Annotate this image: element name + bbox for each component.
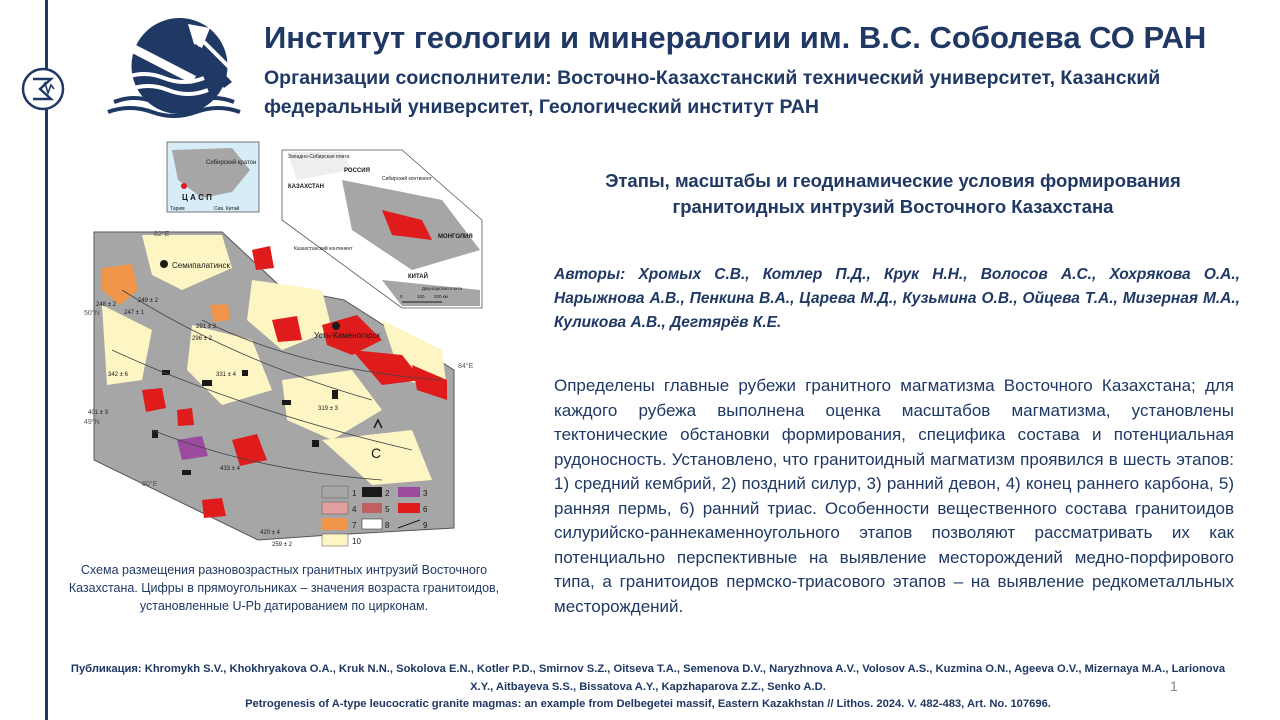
red-granite-intrusion [202,498,226,518]
inset-regional [282,150,482,308]
coord-label: 80°E [142,481,158,488]
svg-text:9: 9 [423,521,428,530]
age-label: 342 ± 6 [108,372,128,378]
age-label: 319 ± 3 [318,406,338,412]
svg-text:Ц А С П: Ц А С П [182,193,212,202]
svg-text:2: 2 [385,489,390,498]
map-caption: Схема размещения разновозрастных гранитных интрузий Восточного Казахстана. Цифры в прямоугольниках – значения возраста гранитоидов, установленные U-Pb датированием по цирконам. [68,563,500,613]
coord-label: 50°N [84,310,100,317]
age-label: 247 ± 1 [124,310,144,316]
authors-list: Авторы: Хромых С.В., Котлер П.Д., Крук Н.Н., Волосов А.С., Хохрякова О.А., Нарыжнова А.В., Пенкина В.А., Царева М.Д., Кузьмина О.В., Ойцева Т.А., Мизерная М.А., Куликова А.В., Дегтярёв К.Е. [554,266,1240,331]
svg-text:КИТАЙ: КИТАЙ [408,274,428,280]
age-label: 401 ± 3 [88,410,108,416]
age-label: 433 ± 4 [220,466,240,472]
age-label: 420 ± 4 [260,530,280,536]
svg-text:МОНГОЛИЯ: МОНГОЛИЯ [438,234,473,240]
age-label: 331 ± 4 [216,372,236,378]
svg-text:Тарим: Тарим [170,206,185,212]
geological-map [82,140,492,558]
age-label: 291 ± 3 [196,324,216,330]
red-granite-intrusion [142,388,166,412]
coord-label: 84°E [458,363,474,370]
small-sigma-logo [20,66,66,112]
svg-text:3: 3 [423,489,428,498]
coord-label: 82°E [154,231,170,238]
city-marker-semipalatinsk [160,260,168,268]
inset-caob [167,142,259,212]
svg-text:Сибирский кратон: Сибирский кратон [206,160,257,166]
publication-title: Petrogenesis of A-type leucocratic granite magmas: an example from Delbegetei massif, Eastern Kazakhstan // Lithos. 2024. V. 482-483, Art. No. 107696. [245,698,1051,710]
red-granite-intrusion [252,246,274,270]
topic-title: Этапы, масштабы и геодинамические условия формирования гранитоидных интрузий Восточного Казахстана [605,170,1181,217]
age-label: 248 ± 2 [96,302,116,308]
north-label: С [371,445,382,461]
age-label: 249 ± 2 [138,298,158,304]
svg-text:200 км: 200 км [434,294,448,299]
city-label-semipalatinsk: Семипалатинск [172,261,230,270]
age-label: 296 ± 2 [192,336,212,342]
city-marker-ust-kamenogorsk [332,322,340,330]
svg-text:Сибирский континент: Сибирский континент [382,176,432,182]
svg-text:7: 7 [352,521,357,530]
svg-text:Казахстанский континент: Казахстанский континент [294,246,353,252]
svg-text:0: 0 [400,294,403,299]
svg-text:РОССИЯ: РОССИЯ [344,168,370,174]
svg-text:4: 4 [352,505,357,514]
red-granite-intrusion [177,408,194,426]
coexecutors-text: Организации соисполнители: Восточно-Казахстанский технический университет, Казанский федеральный университет, Геологический институт РАН [264,67,1161,118]
svg-text:1: 1 [352,489,357,498]
coord-label: 49°N [84,419,100,426]
svg-text:10: 10 [352,537,361,546]
svg-text:Джунгарская плита: Джунгарская плита [422,286,462,291]
publication-authors: Публикация: Khromykh S.V., Khokhryakova O.A., Kruk N.N., Sokolova E.N., Kotler P.D., Smirnov S.Z., Oitseva T.A., Semenova D.V., Naryzhnova A.V., Volosov A.S., Kuzmina O.N., Ageeva O.V., Mizernaya M.A., Larionova X.Y., Aitbayeva S.S., Bissatova A.Y., Kapzhaparova Z.Z., Senko A.D. [70,663,1226,693]
svg-text:Западно-Сибирская плита: Западно-Сибирская плита [288,154,350,160]
city-label-ust-kamenogorsk: Усть-Каменогорск [314,331,381,340]
svg-text:КАЗАХСТАН: КАЗАХСТАН [288,184,324,190]
svg-text:5: 5 [385,505,390,514]
svg-text:100: 100 [417,294,425,299]
svg-text:Сев. Китай: Сев. Китай [214,206,240,212]
publication-reference [58,661,1238,714]
age-label: 259 ± 2 [272,542,292,548]
svg-text:8: 8 [385,521,390,530]
svg-text:6: 6 [423,505,428,514]
institute-logo [104,14,254,118]
institute-title: Институт геологии и минералогии им. В.С. Соболева СО РАН [264,20,1207,55]
abstract-text: Определены главные рубежи гранитного магматизма Восточного Казахстана; для каждого рубежа выполнена оценка масштабов магматизма, установлены тектонические обстановки формирования, специфика состава и потенциальная рудоносность. Установлено, что гранитоидный магматизм проявился в шесть этапов: 1) средний кембрий, 2) поздний силур, 3) ранний девон, 4) конец раннего карбона, 5) ранняя пермь, 6) ранний триас. Особенности вещественного состава гранитоидов силурийско-раннекаменноугольного этапов позволяют рассматривать их как потенциально перспективные на выявление месторождений медно-порфирового типа, а гранитоидов пермско-триасового этапов – на выявление редкометалльных месторождений. [554,376,1234,616]
page-number: 1 [1170,678,1178,694]
